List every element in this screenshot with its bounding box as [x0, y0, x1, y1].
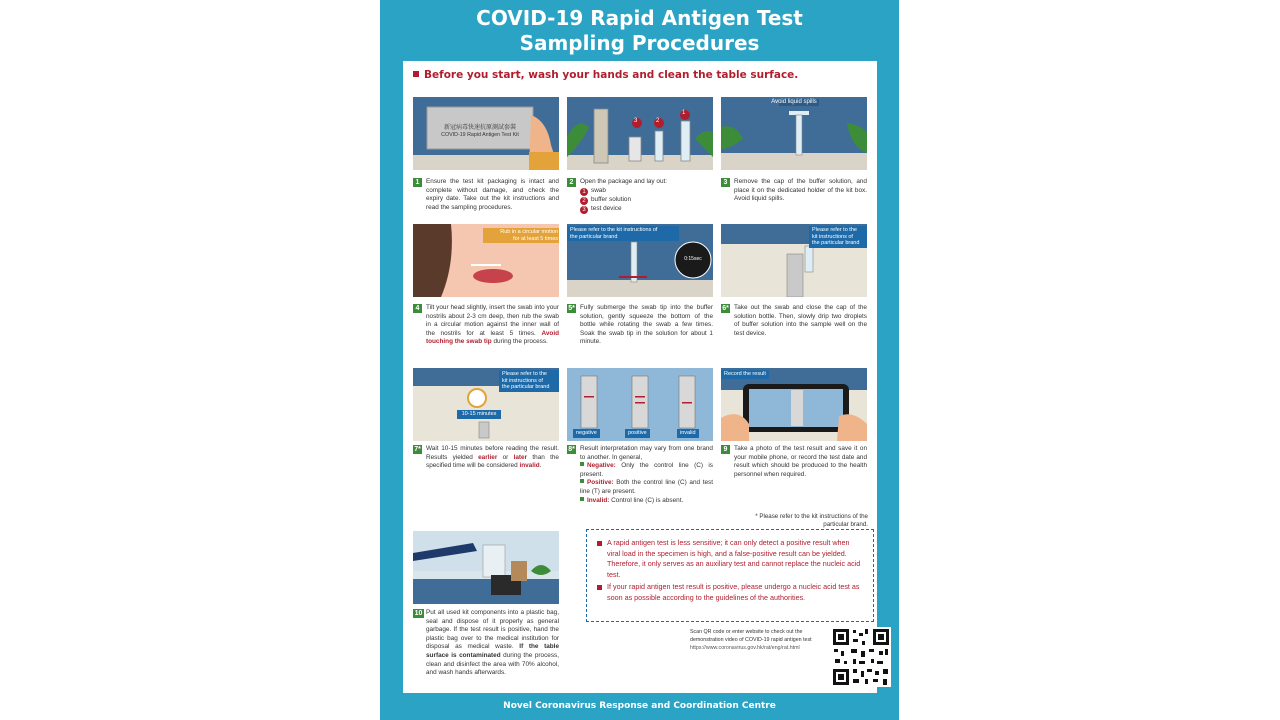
- step-1-caption: [413, 178, 559, 212]
- step-4-warning: Avoid touching the swab tip: [426, 329, 559, 346]
- s8-pos-label: Positive:: [587, 479, 614, 487]
- poster-title: [380, 6, 899, 56]
- step-10-caption: [413, 609, 559, 678]
- square-bullet-icon: [413, 71, 419, 77]
- step-4-caption: [413, 304, 559, 347]
- disposal-illustration: [413, 531, 559, 604]
- invalid-label: invalid: [677, 429, 699, 438]
- s7-t4: .: [539, 462, 542, 470]
- buffer-cap-illustration: [721, 97, 867, 170]
- step-6-caption: [721, 304, 867, 338]
- qr-text: Scan QR code or enter website to check out the demonstration video of COVID-19 rapid antigen test: [690, 629, 812, 643]
- step-4-tail: during the process.: [493, 338, 548, 346]
- s7-later: later: [513, 453, 528, 461]
- step-7-caption: [413, 445, 559, 471]
- kit-label-english: COVID-19 Rapid Antigen Test Kit: [441, 132, 519, 138]
- rub-banner-line-1: Rub in a circular motion: [500, 229, 558, 235]
- p7-banner-line-1: Please refer to the: [502, 371, 547, 377]
- s8-inv-text: Control line (C) is absent.: [611, 496, 684, 504]
- step-2-intro: Open the package and lay out:: [580, 178, 668, 185]
- p5-banner-line-1: Please refer to the kit instructions of: [570, 227, 658, 233]
- content-sheet: [403, 61, 877, 693]
- step-2-item-1: [580, 187, 713, 196]
- s7-t1: Wait 10-15 minutes before reading the result. Results yielded: [426, 445, 559, 461]
- p7-banner-line-2: kit instructions of: [502, 377, 543, 384]
- step-2-item-2: [580, 196, 713, 205]
- s8-neg-label: Negative:: [587, 462, 616, 470]
- s7-t3: than the specified time will be considered: [426, 453, 559, 470]
- step-8-number: 8*: [568, 446, 575, 453]
- step-5-number: 5*: [568, 305, 575, 312]
- qr-url-link[interactable]: https://www.coronavirus.gov.hk/rat/eng/rat.html: [690, 645, 800, 651]
- step-5-caption: [567, 304, 713, 347]
- p6-banner-line-3: the particular brand: [812, 240, 860, 247]
- panel-8-image: [567, 368, 713, 441]
- panel-10-image: [413, 531, 559, 604]
- s8-negative: [580, 462, 713, 479]
- avoid-spills-banner: Avoid liquid spills: [771, 99, 817, 105]
- timer-display: 0:15sec: [684, 256, 702, 262]
- instructions-banner-5: [567, 226, 679, 241]
- note-1: [597, 538, 863, 580]
- qr-code-icon[interactable]: [831, 627, 891, 687]
- p6-banner-line-1: Please refer to the: [812, 227, 857, 233]
- panel-3-image: [721, 97, 867, 170]
- note-2: [597, 582, 863, 603]
- p5-banner-line-2: the particular brand: [570, 233, 618, 240]
- number-1-icon: 1: [580, 188, 588, 196]
- step-1-text: Ensure the test kit packaging is intact and complete without damage, and check the expiry date. Take out the kit instructions and read the sampling procedures.: [426, 178, 559, 211]
- panel-1-image: [413, 97, 559, 170]
- step-7-text: [426, 445, 559, 471]
- intro-text: Before you start, wash your hands and clean the table surface.: [424, 69, 799, 81]
- s8-positive: [580, 479, 713, 496]
- poster: [380, 0, 899, 720]
- negative-label: negative: [573, 429, 600, 438]
- label-3: 3: [634, 118, 638, 124]
- step-3-caption: [721, 178, 867, 204]
- step-4-number: 4: [413, 304, 422, 313]
- star-footnote: * Please refer to the kit instructions of the particular brand.: [755, 513, 868, 528]
- kit-label-chinese: 新冠病毒快速抗原測試套裝: [443, 125, 516, 131]
- step-2-number: 2: [567, 178, 576, 187]
- number-3-icon: 3: [580, 206, 588, 214]
- kit-components-illustration: [567, 97, 713, 170]
- p6-banner-line-2: kit instructions of: [812, 233, 853, 240]
- s10-bold: If the table surface is contaminated: [426, 643, 559, 659]
- label-2: 2: [656, 118, 660, 124]
- s8-invalid: [580, 497, 713, 506]
- s7-earlier: earlier: [478, 453, 498, 461]
- step-10-number: 10: [414, 610, 423, 617]
- s10-text-2: during the process, clean and disinfect the area with 70% alcohol, and wash hands afterwards.: [426, 651, 559, 677]
- step-9-text: Take a photo of the test result and save it on your mobile phone, or record the test date and result which should be produced to the health personnel when required.: [734, 445, 867, 478]
- step-3-text: Remove the cap of the buffer solution, and place it on the dedicated holder of the kit box. Avoid liquid spills.: [734, 178, 867, 203]
- intro-line: [413, 69, 798, 81]
- bullet-icon: [580, 497, 584, 501]
- step-9-number: 9: [721, 445, 730, 454]
- s8-neg-text: Only the control line (C) is present.: [580, 462, 713, 478]
- bullet-icon: [580, 462, 584, 466]
- bullet-icon: [580, 479, 584, 483]
- note-2-text: If your rapid antigen test result is positive, please undergo a nucleic acid test as soon as possible according to the guidelines of the authorities.: [607, 582, 860, 602]
- important-notes-box: [586, 529, 874, 622]
- panel-5-image: [567, 224, 713, 297]
- item-buffer: buffer solution: [591, 195, 632, 203]
- step-7-number: 7*: [414, 446, 421, 453]
- title-line-1: COVID-19 Rapid Antigen Test: [476, 6, 803, 30]
- s8-inv-label: Invalid:: [587, 496, 610, 504]
- rub-banner: [483, 228, 559, 243]
- s7-t2: or: [502, 453, 509, 461]
- step-6-text: Take out the swab and close the cap of the solution bottle. Then, slowly drip two droplets of buffer solution into the sample well on the test device.: [734, 304, 867, 337]
- footer-credit: Novel Coronavirus Response and Coordination Centre: [503, 701, 776, 711]
- step-2-text: [580, 178, 713, 214]
- panel-4-image: [413, 224, 559, 297]
- panel-9-image: [721, 368, 867, 441]
- label-1: 1: [682, 110, 686, 116]
- step-3-number: 3: [721, 178, 730, 187]
- step-8-caption: [567, 445, 713, 505]
- step-2-caption: [567, 178, 713, 214]
- step-9-caption: [721, 445, 867, 479]
- panel-6-image: [721, 224, 867, 297]
- step-10-text: [426, 609, 559, 678]
- step-4-main: Tilt your head slightly, insert the swab into your nostrils about 2-3 cm deep, then rub the swab in a circular motion against the inner wall of the nostrils for at least 5 times.: [426, 304, 559, 337]
- s8-intro: Result interpretation may vary from one brand to another. In general,: [580, 445, 713, 461]
- item-device: test device: [591, 204, 622, 212]
- s8-pos-text: Both the control line (C) and test line (T) are present.: [580, 479, 713, 495]
- title-line-2: Sampling Procedures: [519, 31, 760, 55]
- positive-label: positive: [625, 429, 650, 438]
- item-swab: swab: [591, 186, 606, 194]
- step-8-text: [580, 445, 713, 505]
- qr-instructions: [690, 628, 828, 652]
- p7-banner-line-3: the particular brand: [502, 384, 550, 391]
- square-bullet-icon: [597, 585, 602, 590]
- phone-photo-illustration: [721, 368, 867, 441]
- step-5-text: Fully submerge the swab tip into the buffer solution, gently squeeze the bottom of the bottle while rotating the swab a few times. Soak the swab tip in the solution for about 1 minute.: [580, 304, 713, 346]
- record-result-banner: Record the result: [721, 370, 769, 379]
- step-2-item-3: [580, 205, 713, 214]
- note-1-text: A rapid antigen test is less sensitive; it can only detect a positive result when viral load in the specimen is high, and a false-positive result can be yielded. Therefore, it only serves as an auxiliary test and cannot replace the nucleic acid test.: [607, 538, 861, 579]
- step-1-number: 1: [413, 178, 422, 187]
- instructions-banner-6: [809, 226, 867, 248]
- rub-banner-line-2: for at least 5 times: [513, 235, 558, 242]
- wait-time-label: 10-15 minutes: [457, 410, 501, 419]
- s10-text-1: Put all used kit components into a plastic bag, seal and dispose of it properly as general garbage. If the test result is positive, hand the plastic bag over to the medical institution for disposal as medical waste.: [426, 609, 559, 651]
- square-bullet-icon: [597, 541, 602, 546]
- instructions-banner-7: [499, 370, 559, 392]
- step-4-text: [426, 304, 559, 347]
- step-6-number: 6*: [722, 305, 729, 312]
- s7-invalid: invalid: [519, 462, 540, 470]
- number-2-icon: 2: [580, 197, 588, 205]
- panel-2-image: [567, 97, 713, 170]
- panel-7-image: [413, 368, 559, 441]
